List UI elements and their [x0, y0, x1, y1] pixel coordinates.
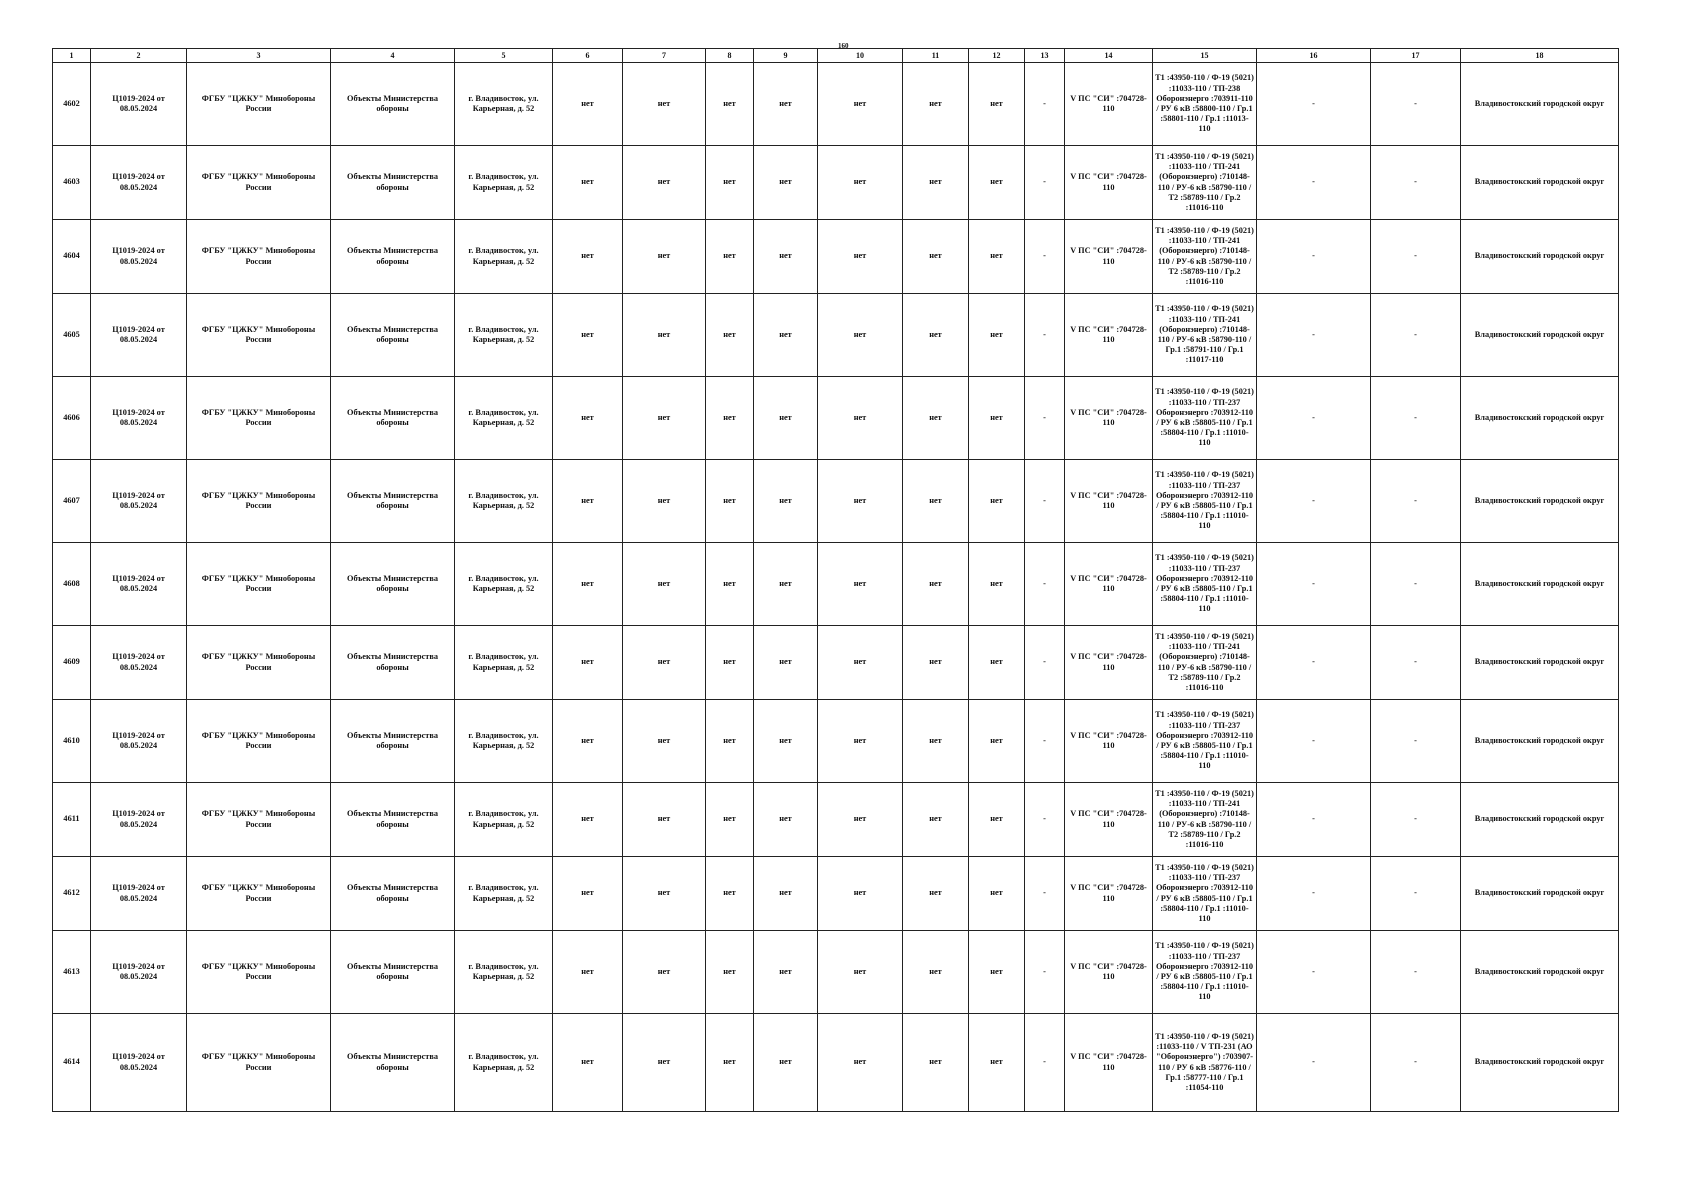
substation-cell: V ПС "СИ" :704728-110	[1065, 63, 1153, 146]
address-cell: г. Владивосток, ул. Карьерная, д. 52	[455, 857, 553, 931]
col10-cell: нет	[818, 63, 903, 146]
organization-cell: ФГБУ "ЦЖКУ" Минобороны России	[187, 460, 331, 543]
col16-cell: -	[1257, 700, 1371, 783]
object-cell: Объекты Министерства обороны	[331, 931, 455, 1014]
col17-cell: -	[1371, 220, 1461, 294]
address-cell: г. Владивосток, ул. Карьерная, д. 52	[455, 543, 553, 626]
col11-cell: нет	[903, 543, 969, 626]
col8-cell: нет	[706, 931, 754, 1014]
address-cell: г. Владивосток, ул. Карьерная, д. 52	[455, 460, 553, 543]
col7-cell: нет	[623, 543, 706, 626]
col10-cell: нет	[818, 1014, 903, 1112]
col12-cell: нет	[969, 460, 1025, 543]
object-cell: Объекты Министерства обороны	[331, 220, 455, 294]
col12-cell: нет	[969, 1014, 1025, 1112]
col13-cell: -	[1025, 931, 1065, 1014]
col7-cell: нет	[623, 377, 706, 460]
object-cell: Объекты Министерства обороны	[331, 543, 455, 626]
col6-cell: нет	[553, 146, 623, 220]
object-cell: Объекты Министерства обороны	[331, 146, 455, 220]
decision-cell: Ц1019-2024 от 08.05.2024	[91, 700, 187, 783]
col9-cell: нет	[754, 146, 818, 220]
col8-cell: нет	[706, 857, 754, 931]
table-row	[53, 857, 1619, 931]
col6-cell: нет	[553, 1014, 623, 1112]
col13-cell: -	[1025, 857, 1065, 931]
substation-cell: V ПС "СИ" :704728-110	[1065, 220, 1153, 294]
substation-cell: V ПС "СИ" :704728-110	[1065, 543, 1153, 626]
row-number: 4607	[53, 460, 91, 543]
row-number: 4610	[53, 700, 91, 783]
col6-cell: нет	[553, 931, 623, 1014]
col13-cell: -	[1025, 460, 1065, 543]
col6-cell: нет	[553, 377, 623, 460]
object-cell: Объекты Министерства обороны	[331, 294, 455, 377]
col6-cell: нет	[553, 543, 623, 626]
column-header-4: 4	[331, 49, 455, 63]
address-cell: г. Владивосток, ул. Карьерная, д. 52	[455, 377, 553, 460]
col11-cell: нет	[903, 1014, 969, 1112]
decision-cell: Ц1019-2024 от 08.05.2024	[91, 626, 187, 700]
page-number: 160	[838, 42, 849, 50]
municipality-cell: Владивостокский городской округ	[1461, 783, 1619, 857]
connection-path-cell: Т1 :43950-110 / Ф-19 (5021) :11033-110 / ТП-238 Оборонэнерго :703911-110 / РУ 6 кВ :58800-110 / Гр.1 :58801-110 / Гр.1 :11013-110	[1153, 63, 1257, 146]
col12-cell: нет	[969, 294, 1025, 377]
col7-cell: нет	[623, 626, 706, 700]
organization-cell: ФГБУ "ЦЖКУ" Минобороны России	[187, 543, 331, 626]
col17-cell: -	[1371, 857, 1461, 931]
col17-cell: -	[1371, 460, 1461, 543]
column-header-14: 14	[1065, 49, 1153, 63]
col9-cell: нет	[754, 1014, 818, 1112]
col13-cell: -	[1025, 377, 1065, 460]
col6-cell: нет	[553, 220, 623, 294]
col8-cell: нет	[706, 626, 754, 700]
col12-cell: нет	[969, 543, 1025, 626]
column-header-7: 7	[623, 49, 706, 63]
organization-cell: ФГБУ "ЦЖКУ" Минобороны России	[187, 1014, 331, 1112]
col17-cell: -	[1371, 783, 1461, 857]
column-header-5: 5	[455, 49, 553, 63]
column-header-12: 12	[969, 49, 1025, 63]
row-number: 4604	[53, 220, 91, 294]
address-cell: г. Владивосток, ул. Карьерная, д. 52	[455, 146, 553, 220]
municipality-cell: Владивостокский городской округ	[1461, 543, 1619, 626]
col16-cell: -	[1257, 63, 1371, 146]
column-header-9: 9	[754, 49, 818, 63]
col12-cell: нет	[969, 377, 1025, 460]
col7-cell: нет	[623, 146, 706, 220]
row-number: 4613	[53, 931, 91, 1014]
col16-cell: -	[1257, 1014, 1371, 1112]
col17-cell: -	[1371, 700, 1461, 783]
col10-cell: нет	[818, 543, 903, 626]
col16-cell: -	[1257, 294, 1371, 377]
col17-cell: -	[1371, 1014, 1461, 1112]
municipality-cell: Владивостокский городской округ	[1461, 377, 1619, 460]
col17-cell: -	[1371, 543, 1461, 626]
municipality-cell: Владивостокский городской округ	[1461, 146, 1619, 220]
substation-cell: V ПС "СИ" :704728-110	[1065, 626, 1153, 700]
connection-path-cell: Т1 :43950-110 / Ф-19 (5021) :11033-110 / ТП-237 Оборонэнерго :703912-110 / РУ 6 кВ :58805-110 / Гр.1 :58804-110 / Гр.1 :11010-110	[1153, 857, 1257, 931]
object-cell: Объекты Министерства обороны	[331, 63, 455, 146]
col13-cell: -	[1025, 220, 1065, 294]
col13-cell: -	[1025, 783, 1065, 857]
registry-table	[52, 48, 1619, 1112]
table-row	[53, 931, 1619, 1014]
col16-cell: -	[1257, 626, 1371, 700]
table-row	[53, 1014, 1619, 1112]
municipality-cell: Владивостокский городской округ	[1461, 294, 1619, 377]
col7-cell: нет	[623, 700, 706, 783]
col10-cell: нет	[818, 460, 903, 543]
col16-cell: -	[1257, 146, 1371, 220]
connection-path-cell: Т1 :43950-110 / Ф-19 (5021) :11033-110 / ТП-237 Оборонэнерго :703912-110 / РУ 6 кВ :58805-110 / Гр.1 :58804-110 / Гр.1 :11010-110	[1153, 377, 1257, 460]
decision-cell: Ц1019-2024 от 08.05.2024	[91, 146, 187, 220]
organization-cell: ФГБУ "ЦЖКУ" Минобороны России	[187, 220, 331, 294]
col10-cell: нет	[818, 626, 903, 700]
substation-cell: V ПС "СИ" :704728-110	[1065, 146, 1153, 220]
col9-cell: нет	[754, 857, 818, 931]
municipality-cell: Владивостокский городской округ	[1461, 460, 1619, 543]
substation-cell: V ПС "СИ" :704728-110	[1065, 377, 1153, 460]
col12-cell: нет	[969, 146, 1025, 220]
table-row	[53, 460, 1619, 543]
col9-cell: нет	[754, 783, 818, 857]
column-header-11: 11	[903, 49, 969, 63]
col8-cell: нет	[706, 377, 754, 460]
row-number: 4609	[53, 626, 91, 700]
col17-cell: -	[1371, 294, 1461, 377]
connection-path-cell: Т1 :43950-110 / Ф-19 (5021) :11033-110 / ТП-237 Оборонэнерго :703912-110 / РУ 6 кВ :58805-110 / Гр.1 :58804-110 / Гр.1 :11010-110	[1153, 700, 1257, 783]
col10-cell: нет	[818, 931, 903, 1014]
col7-cell: нет	[623, 63, 706, 146]
col8-cell: нет	[706, 1014, 754, 1112]
col16-cell: -	[1257, 783, 1371, 857]
connection-path-cell: Т1 :43950-110 / Ф-19 (5021) :11033-110 / ТП-241 (Оборонэнерго) :710148-110 / РУ-6 кВ :58790-110 / Т2 :58789-110 / Гр.2 :11016-110	[1153, 146, 1257, 220]
decision-cell: Ц1019-2024 от 08.05.2024	[91, 1014, 187, 1112]
col11-cell: нет	[903, 220, 969, 294]
connection-path-cell: Т1 :43950-110 / Ф-19 (5021) :11033-110 / ТП-237 Оборонэнерго :703912-110 / РУ 6 кВ :58805-110 / Гр.1 :58804-110 / Гр.1 :11010-110	[1153, 543, 1257, 626]
col11-cell: нет	[903, 857, 969, 931]
col7-cell: нет	[623, 220, 706, 294]
col6-cell: нет	[553, 460, 623, 543]
col10-cell: нет	[818, 377, 903, 460]
address-cell: г. Владивосток, ул. Карьерная, д. 52	[455, 220, 553, 294]
col9-cell: нет	[754, 626, 818, 700]
col9-cell: нет	[754, 543, 818, 626]
connection-path-cell: Т1 :43950-110 / Ф-19 (5021) :11033-110 / V ТП-231 (АО "Оборонэнерго") :703907-110 / РУ 6 кВ :58776-110 / Гр.1 :58777-110 / Гр.1 :11054-110	[1153, 1014, 1257, 1112]
col13-cell: -	[1025, 1014, 1065, 1112]
organization-cell: ФГБУ "ЦЖКУ" Минобороны России	[187, 857, 331, 931]
col17-cell: -	[1371, 146, 1461, 220]
table-row	[53, 294, 1619, 377]
col9-cell: нет	[754, 294, 818, 377]
connection-path-cell: Т1 :43950-110 / Ф-19 (5021) :11033-110 / ТП-237 Оборонэнерго :703912-110 / РУ 6 кВ :58805-110 / Гр.1 :58804-110 / Гр.1 :11010-110	[1153, 460, 1257, 543]
col16-cell: -	[1257, 377, 1371, 460]
table-row	[53, 783, 1619, 857]
row-number: 4603	[53, 146, 91, 220]
col11-cell: нет	[903, 931, 969, 1014]
col7-cell: нет	[623, 1014, 706, 1112]
row-number: 4608	[53, 543, 91, 626]
col16-cell: -	[1257, 543, 1371, 626]
decision-cell: Ц1019-2024 от 08.05.2024	[91, 543, 187, 626]
column-number-row	[53, 49, 1619, 63]
col8-cell: нет	[706, 294, 754, 377]
col11-cell: нет	[903, 626, 969, 700]
col11-cell: нет	[903, 783, 969, 857]
col13-cell: -	[1025, 146, 1065, 220]
col12-cell: нет	[969, 700, 1025, 783]
col6-cell: нет	[553, 626, 623, 700]
col8-cell: нет	[706, 543, 754, 626]
substation-cell: V ПС "СИ" :704728-110	[1065, 460, 1153, 543]
decision-cell: Ц1019-2024 от 08.05.2024	[91, 931, 187, 1014]
col12-cell: нет	[969, 931, 1025, 1014]
organization-cell: ФГБУ "ЦЖКУ" Минобороны России	[187, 63, 331, 146]
column-header-3: 3	[187, 49, 331, 63]
table-row	[53, 626, 1619, 700]
col16-cell: -	[1257, 857, 1371, 931]
col13-cell: -	[1025, 543, 1065, 626]
col9-cell: нет	[754, 220, 818, 294]
decision-cell: Ц1019-2024 от 08.05.2024	[91, 220, 187, 294]
col7-cell: нет	[623, 460, 706, 543]
row-number: 4606	[53, 377, 91, 460]
col11-cell: нет	[903, 63, 969, 146]
object-cell: Объекты Министерства обороны	[331, 460, 455, 543]
col11-cell: нет	[903, 146, 969, 220]
municipality-cell: Владивостокский городской округ	[1461, 857, 1619, 931]
col8-cell: нет	[706, 220, 754, 294]
substation-cell: V ПС "СИ" :704728-110	[1065, 1014, 1153, 1112]
col11-cell: нет	[903, 377, 969, 460]
col13-cell: -	[1025, 63, 1065, 146]
row-number: 4612	[53, 857, 91, 931]
municipality-cell: Владивостокский городской округ	[1461, 220, 1619, 294]
col17-cell: -	[1371, 931, 1461, 1014]
column-header-16: 16	[1257, 49, 1371, 63]
column-header-8: 8	[706, 49, 754, 63]
col11-cell: нет	[903, 294, 969, 377]
municipality-cell: Владивостокский городской округ	[1461, 931, 1619, 1014]
row-number: 4611	[53, 783, 91, 857]
col11-cell: нет	[903, 700, 969, 783]
col9-cell: нет	[754, 377, 818, 460]
col8-cell: нет	[706, 783, 754, 857]
decision-cell: Ц1019-2024 от 08.05.2024	[91, 377, 187, 460]
col11-cell: нет	[903, 460, 969, 543]
object-cell: Объекты Министерства обороны	[331, 377, 455, 460]
connection-path-cell: Т1 :43950-110 / Ф-19 (5021) :11033-110 / ТП-237 Оборонэнерго :703912-110 / РУ 6 кВ :58805-110 / Гр.1 :58804-110 / Гр.1 :11010-110	[1153, 931, 1257, 1014]
col16-cell: -	[1257, 220, 1371, 294]
address-cell: г. Владивосток, ул. Карьерная, д. 52	[455, 700, 553, 783]
column-header-17: 17	[1371, 49, 1461, 63]
municipality-cell: Владивостокский городской округ	[1461, 700, 1619, 783]
col8-cell: нет	[706, 460, 754, 543]
object-cell: Объекты Министерства обороны	[331, 626, 455, 700]
col10-cell: нет	[818, 700, 903, 783]
municipality-cell: Владивостокский городской округ	[1461, 63, 1619, 146]
column-header-10: 10	[818, 49, 903, 63]
col12-cell: нет	[969, 857, 1025, 931]
col13-cell: -	[1025, 294, 1065, 377]
col16-cell: -	[1257, 460, 1371, 543]
col7-cell: нет	[623, 931, 706, 1014]
col7-cell: нет	[623, 294, 706, 377]
col12-cell: нет	[969, 783, 1025, 857]
col17-cell: -	[1371, 63, 1461, 146]
col6-cell: нет	[553, 63, 623, 146]
substation-cell: V ПС "СИ" :704728-110	[1065, 700, 1153, 783]
table-row	[53, 543, 1619, 626]
connection-path-cell: Т1 :43950-110 / Ф-19 (5021) :11033-110 / ТП-241 (Оборонэнерго) :710148-110 / РУ-6 кВ :58790-110 / Т2 :58789-110 / Гр.2 :11016-110	[1153, 626, 1257, 700]
col10-cell: нет	[818, 146, 903, 220]
col9-cell: нет	[754, 63, 818, 146]
col12-cell: нет	[969, 220, 1025, 294]
substation-cell: V ПС "СИ" :704728-110	[1065, 857, 1153, 931]
table-header	[53, 49, 1619, 63]
organization-cell: ФГБУ "ЦЖКУ" Минобороны России	[187, 700, 331, 783]
column-header-6: 6	[553, 49, 623, 63]
substation-cell: V ПС "СИ" :704728-110	[1065, 931, 1153, 1014]
col13-cell: -	[1025, 626, 1065, 700]
organization-cell: ФГБУ "ЦЖКУ" Минобороны России	[187, 294, 331, 377]
address-cell: г. Владивосток, ул. Карьерная, д. 52	[455, 63, 553, 146]
organization-cell: ФГБУ "ЦЖКУ" Минобороны России	[187, 931, 331, 1014]
col7-cell: нет	[623, 783, 706, 857]
address-cell: г. Владивосток, ул. Карьерная, д. 52	[455, 626, 553, 700]
col17-cell: -	[1371, 377, 1461, 460]
col6-cell: нет	[553, 700, 623, 783]
col9-cell: нет	[754, 931, 818, 1014]
municipality-cell: Владивостокский городской округ	[1461, 1014, 1619, 1112]
col9-cell: нет	[754, 700, 818, 783]
organization-cell: ФГБУ "ЦЖКУ" Минобороны России	[187, 146, 331, 220]
col12-cell: нет	[969, 626, 1025, 700]
col8-cell: нет	[706, 700, 754, 783]
col17-cell: -	[1371, 626, 1461, 700]
address-cell: г. Владивосток, ул. Карьерная, д. 52	[455, 931, 553, 1014]
column-header-15: 15	[1153, 49, 1257, 63]
table-row	[53, 700, 1619, 783]
table-row	[53, 220, 1619, 294]
col6-cell: нет	[553, 294, 623, 377]
substation-cell: V ПС "СИ" :704728-110	[1065, 294, 1153, 377]
col10-cell: нет	[818, 220, 903, 294]
row-number: 4602	[53, 63, 91, 146]
organization-cell: ФГБУ "ЦЖКУ" Минобороны России	[187, 377, 331, 460]
col10-cell: нет	[818, 783, 903, 857]
connection-path-cell: Т1 :43950-110 / Ф-19 (5021) :11033-110 / ТП-241 (Оборонэнерго) :710148-110 / РУ-6 кВ :58790-110 / Т2 :58789-110 / Гр.2 :11016-110	[1153, 783, 1257, 857]
substation-cell: V ПС "СИ" :704728-110	[1065, 783, 1153, 857]
decision-cell: Ц1019-2024 от 08.05.2024	[91, 783, 187, 857]
address-cell: г. Владивосток, ул. Карьерная, д. 52	[455, 783, 553, 857]
object-cell: Объекты Министерства обороны	[331, 857, 455, 931]
col13-cell: -	[1025, 700, 1065, 783]
column-header-1: 1	[53, 49, 91, 63]
column-header-2: 2	[91, 49, 187, 63]
row-number: 4605	[53, 294, 91, 377]
object-cell: Объекты Министерства обороны	[331, 1014, 455, 1112]
column-header-18: 18	[1461, 49, 1619, 63]
table-row	[53, 377, 1619, 460]
address-cell: г. Владивосток, ул. Карьерная, д. 52	[455, 1014, 553, 1112]
address-cell: г. Владивосток, ул. Карьерная, д. 52	[455, 294, 553, 377]
table-row	[53, 146, 1619, 220]
col9-cell: нет	[754, 460, 818, 543]
col6-cell: нет	[553, 783, 623, 857]
col6-cell: нет	[553, 857, 623, 931]
connection-path-cell: Т1 :43950-110 / Ф-19 (5021) :11033-110 / ТП-241 (Оборонэнерго) :710148-110 / РУ-6 кВ :58790-110 / Гр.1 :58791-110 / Гр.1 :11017-110	[1153, 294, 1257, 377]
col10-cell: нет	[818, 857, 903, 931]
decision-cell: Ц1019-2024 от 08.05.2024	[91, 460, 187, 543]
object-cell: Объекты Министерства обороны	[331, 783, 455, 857]
decision-cell: Ц1019-2024 от 08.05.2024	[91, 294, 187, 377]
row-number: 4614	[53, 1014, 91, 1112]
connection-path-cell: Т1 :43950-110 / Ф-19 (5021) :11033-110 / ТП-241 (Оборонэнерго) :710148-110 / РУ-6 кВ :58790-110 / Т2 :58789-110 / Гр.2 :11016-110	[1153, 220, 1257, 294]
col8-cell: нет	[706, 63, 754, 146]
col7-cell: нет	[623, 857, 706, 931]
col16-cell: -	[1257, 931, 1371, 1014]
col10-cell: нет	[818, 294, 903, 377]
decision-cell: Ц1019-2024 от 08.05.2024	[91, 857, 187, 931]
col8-cell: нет	[706, 146, 754, 220]
table-row	[53, 63, 1619, 146]
municipality-cell: Владивостокский городской округ	[1461, 626, 1619, 700]
object-cell: Объекты Министерства обороны	[331, 700, 455, 783]
table-body	[53, 63, 1619, 1112]
decision-cell: Ц1019-2024 от 08.05.2024	[91, 63, 187, 146]
column-header-13: 13	[1025, 49, 1065, 63]
col12-cell: нет	[969, 63, 1025, 146]
organization-cell: ФГБУ "ЦЖКУ" Минобороны России	[187, 626, 331, 700]
organization-cell: ФГБУ "ЦЖКУ" Минобороны России	[187, 783, 331, 857]
